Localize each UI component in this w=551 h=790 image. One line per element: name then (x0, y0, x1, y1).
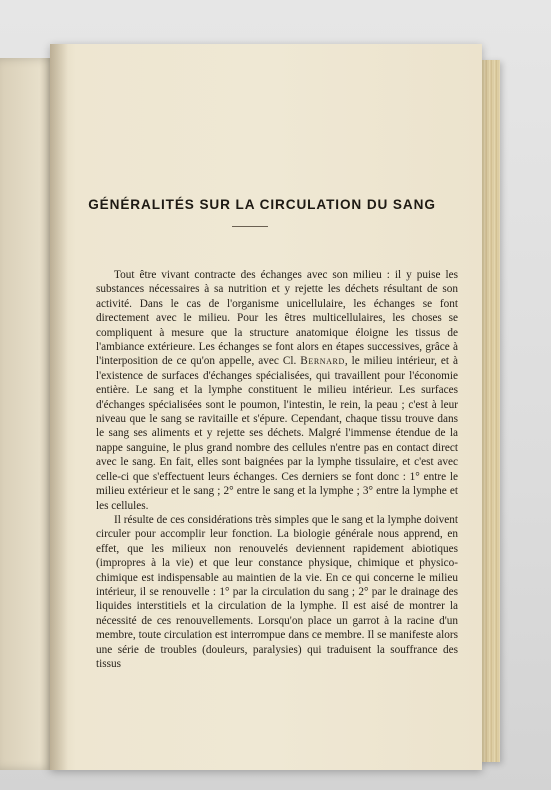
page-title: GÉNÉRALITÉS SUR LA CIRCULATION DU SANG (88, 197, 436, 213)
paragraph-1 (96, 268, 458, 513)
paragraph-1-text-b: , le milieu intérieur, et à l'existence de surfaces d'échanges spécialisées, qui travaillent pour l'économie entière. Le sang et la lymphe constituent le milieu intérieur. Les surfaces d'échanges spécialisées sont le poumon, l'intestin, le rein, la peau ; c'est à leur niveau que le sang se ravitaille et s'épure. Cependant, chaque tissu trouve dans le sang ses aliments et y rejette ses déchets. Malgré l'immense étendue de la nappe sanguine, le plus grand nombre des cellules n'entre pas en contact direct avec le sang. En fait, elles sont baignées par la lymphe tissulaire, et c'est avec celle-ci que s'effectuent leurs échanges. Ces derniers se font donc : 1° entre le milieu extérieur et le sang ; 2° entre le sang et la lymphe ; 3° entre la lymphe et les cellules. (96, 355, 458, 512)
left-page-edge (0, 58, 56, 770)
page-gutter-shadow (50, 44, 68, 770)
paragraph-1-text-a: Tout être vivant contracte des échanges avec son milieu : il y puise les substances nécessaires à sa nutrition et y rejette les déchets résultant de son activité. Dans le cas de l'organisme unicellulaire, les échanges se font directement avec le milieu. Pour les êtres multicellulaires, les choses se compliquent à mesure que la structure anatomique éloigne les tissus de l'ambiance extérieure. Les échanges se font alors en étapes successives, grâce à l'interposition de ce qu'on appelle, avec Cl. (96, 269, 458, 368)
paragraph-2: Il résulte de ces considérations très simples que le sang et la lymphe doivent circuler pour accomplir leur fonction. La biologie générale nous apprend, en effet, que les milieux non renouvelés deviennent rapidement abiotiques (impropres à la vie) et que leur constance physique, chimique et physico-chimique est indispensable au maintien de la vie. En ce qui concerne le milieu intérieur, il se renouvelle : 1° par la circulation du sang ; 2° par le drainage des liquides interstitiels et la circulation de la lymphe. Il est aisé de montrer la nécessité de ces renouvellements. Lorsqu'on place un garrot à la racine d'un membre, toute circulation est interrompue dans ce membre. Il se manifeste alors une série de troubles (douleurs, paralysies) qui traduisent la souffrance des tissus (96, 513, 458, 670)
author-name: Bernard (300, 355, 345, 368)
title-divider (232, 226, 268, 227)
body-text (96, 268, 458, 671)
